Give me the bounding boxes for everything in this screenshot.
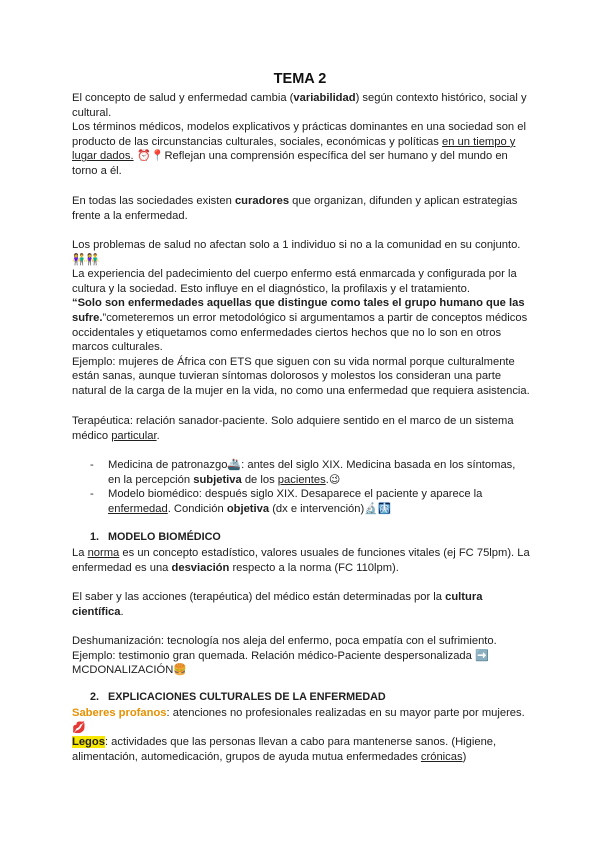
lips-icon: 💋 (72, 720, 86, 734)
clock-pin-icon: ⏰📍 (133, 149, 165, 163)
list-item: - Modelo biomédico: después siglo XIX. Desaparece el paciente y aparece la enfermedad. Condición objetiva (dx e intervención)🔬🩻 (90, 488, 483, 515)
paragraph-healers: En todas las sociedades existen curadores que organizan, difunden y aplican estrategias frente a la enfermedad. (72, 195, 518, 222)
paragraph-scientific-culture: El saber y las acciones (terapéutica) del médico están determinadas por la cultura científica. (72, 591, 483, 618)
page-title: TEMA 2 (273, 71, 327, 87)
arrow-right-icon: ➡️ (474, 648, 489, 662)
paragraph-experience: La experiencia del padecimiento del cuerpo enfermo está enmarcada y configurada por la cultura y la sociedad. Esto influye en el diagnóstico, la profilaxis y el tratamiento. (72, 268, 517, 295)
list-item: - Medicina de patronazgo🚢: antes del siglo XIX. Medicina basada en los síntomas, en la percepción subjetiva de los pacientes.😉 (90, 458, 516, 486)
burger-icon: 🍔 (173, 663, 188, 677)
people-icon: 👫👫 (72, 252, 100, 266)
wink-icon: 😉 (328, 472, 341, 486)
paragraph-therapeutics: Terapéutica: relación sanador-paciente. Solo adquiere sentido en el marco de un sistema médico particular. (72, 415, 514, 442)
paragraph-community: Los problemas de salud no afectan solo a 1 individuo si no a la comunidad en su conjunto. 👫👫 La experiencia del padecimiento del cuerpo enfermo está enmarcada y configurada por la cultura y la sociedad. Esto influye en el diagnóstico, la profilaxis y el tratamiento. “Solo son enfermedades aquellas que distingue como tales el grupo humano que las sufre.”cometeremos un error metodológico si argumentamos a partir de conceptos médicos occidentales y etiquetamos como enfermedades ciertos hechos que no lo son en otros marcos culturales. Ejemplo: mujeres de África con ETS que siguen con su vida normal porque culturalmente están sanas, aunque tuvieran síntomas dolorosos y molestos los consideran una parte natural de la carga de la mujer en la vida, no como una enfermedad que requiera asistencia. (72, 238, 532, 399)
section-heading-biomedical: 1. MODELO BIOMÉDICO (90, 531, 221, 543)
paragraph-legos: Legos: actividades que las personas llevan a cabo para mantenerse sanos. (Higiene, alimentación, automedicación, grupos de ayuda mutua enfermedades crónicas) (72, 736, 497, 763)
paragraph-example-africa: Ejemplo: mujeres de África con ETS que siguen con su vida normal porque culturalmente están sanas, aunque tuvieran síntomas dolorosos y molestos los consideran una parte natural de la carga de la mujer en la vida, no como una enfermedad que requiera asistencia. (72, 355, 530, 397)
paragraph-lay-knowledge: Saberes profanos: atenciones no profesionales realizadas en su mayor parte por mujeres. 💋 Legos: actividades que las personas llevan a cabo para mantenerse sanos. (Higiene, alimentación, automedicación, grupos de ayuda mutua enfermedades crónicas) (72, 706, 532, 764)
paragraph-medical-terms: Los términos médicos, modelos explicativos y prácticas dominantes en una sociedad son el producto de las circunstancias culturales, sociales, económicas y políticas en un tiempo y lugar dados. ⏰📍Reflejan una comprensión específica del ser humano y del mundo en torno a él. (72, 121, 526, 177)
paragraph-quote: “Solo son enfermedades aquellas que distingue como tales el grupo humano que las sufre.”cometeremos un error metodológico si argumentamos a partir de conceptos médicos occidentales y etiquetamos como enfermedades ciertos hechos que no lo son en otros marcos culturales. (72, 297, 528, 354)
ship-icon: 🚢 (227, 458, 242, 471)
paragraph-norm: La norma es un concepto estadístico, valores usuales de funciones vitales (ej FC 75lpm). La enfermedad es una desviación respecto a la norma (FC 110lpm). (72, 547, 530, 574)
paragraph-dehumanization: Deshumanización: tecnología nos aleja del enfermo, poca empatía con el sufrimiento. Ejemplo: testimonio gran quemada. Relación médico-Paciente despersonalizada ➡️ MCDONALIZACIÓN🍔 (72, 634, 532, 678)
paragraph-variability: El concepto de salud y enfermedad cambia (variabilidad) según contexto histórico, social y cultural. Los términos médicos, modelos explicativos y prácticas dominantes en una sociedad son el producto de las circunstancias culturales, sociales, económicas y políticas en un tiempo y lugar dados. ⏰📍Reflejan una comprensión específica del ser humano y del mundo en torno a él. (72, 91, 532, 179)
microscope-xray-icon: 🔬🩻 (364, 501, 392, 515)
paragraph-example-burn: Ejemplo: testimonio gran quemada. Relación médico-Paciente despersonalizada ➡️ MCDONALIZACIÓN🍔 (72, 648, 489, 677)
section-heading-cultural: 2. EXPLICACIONES CULTURALES DE LA ENFERMEDAD (90, 691, 386, 703)
models-list (90, 458, 530, 516)
